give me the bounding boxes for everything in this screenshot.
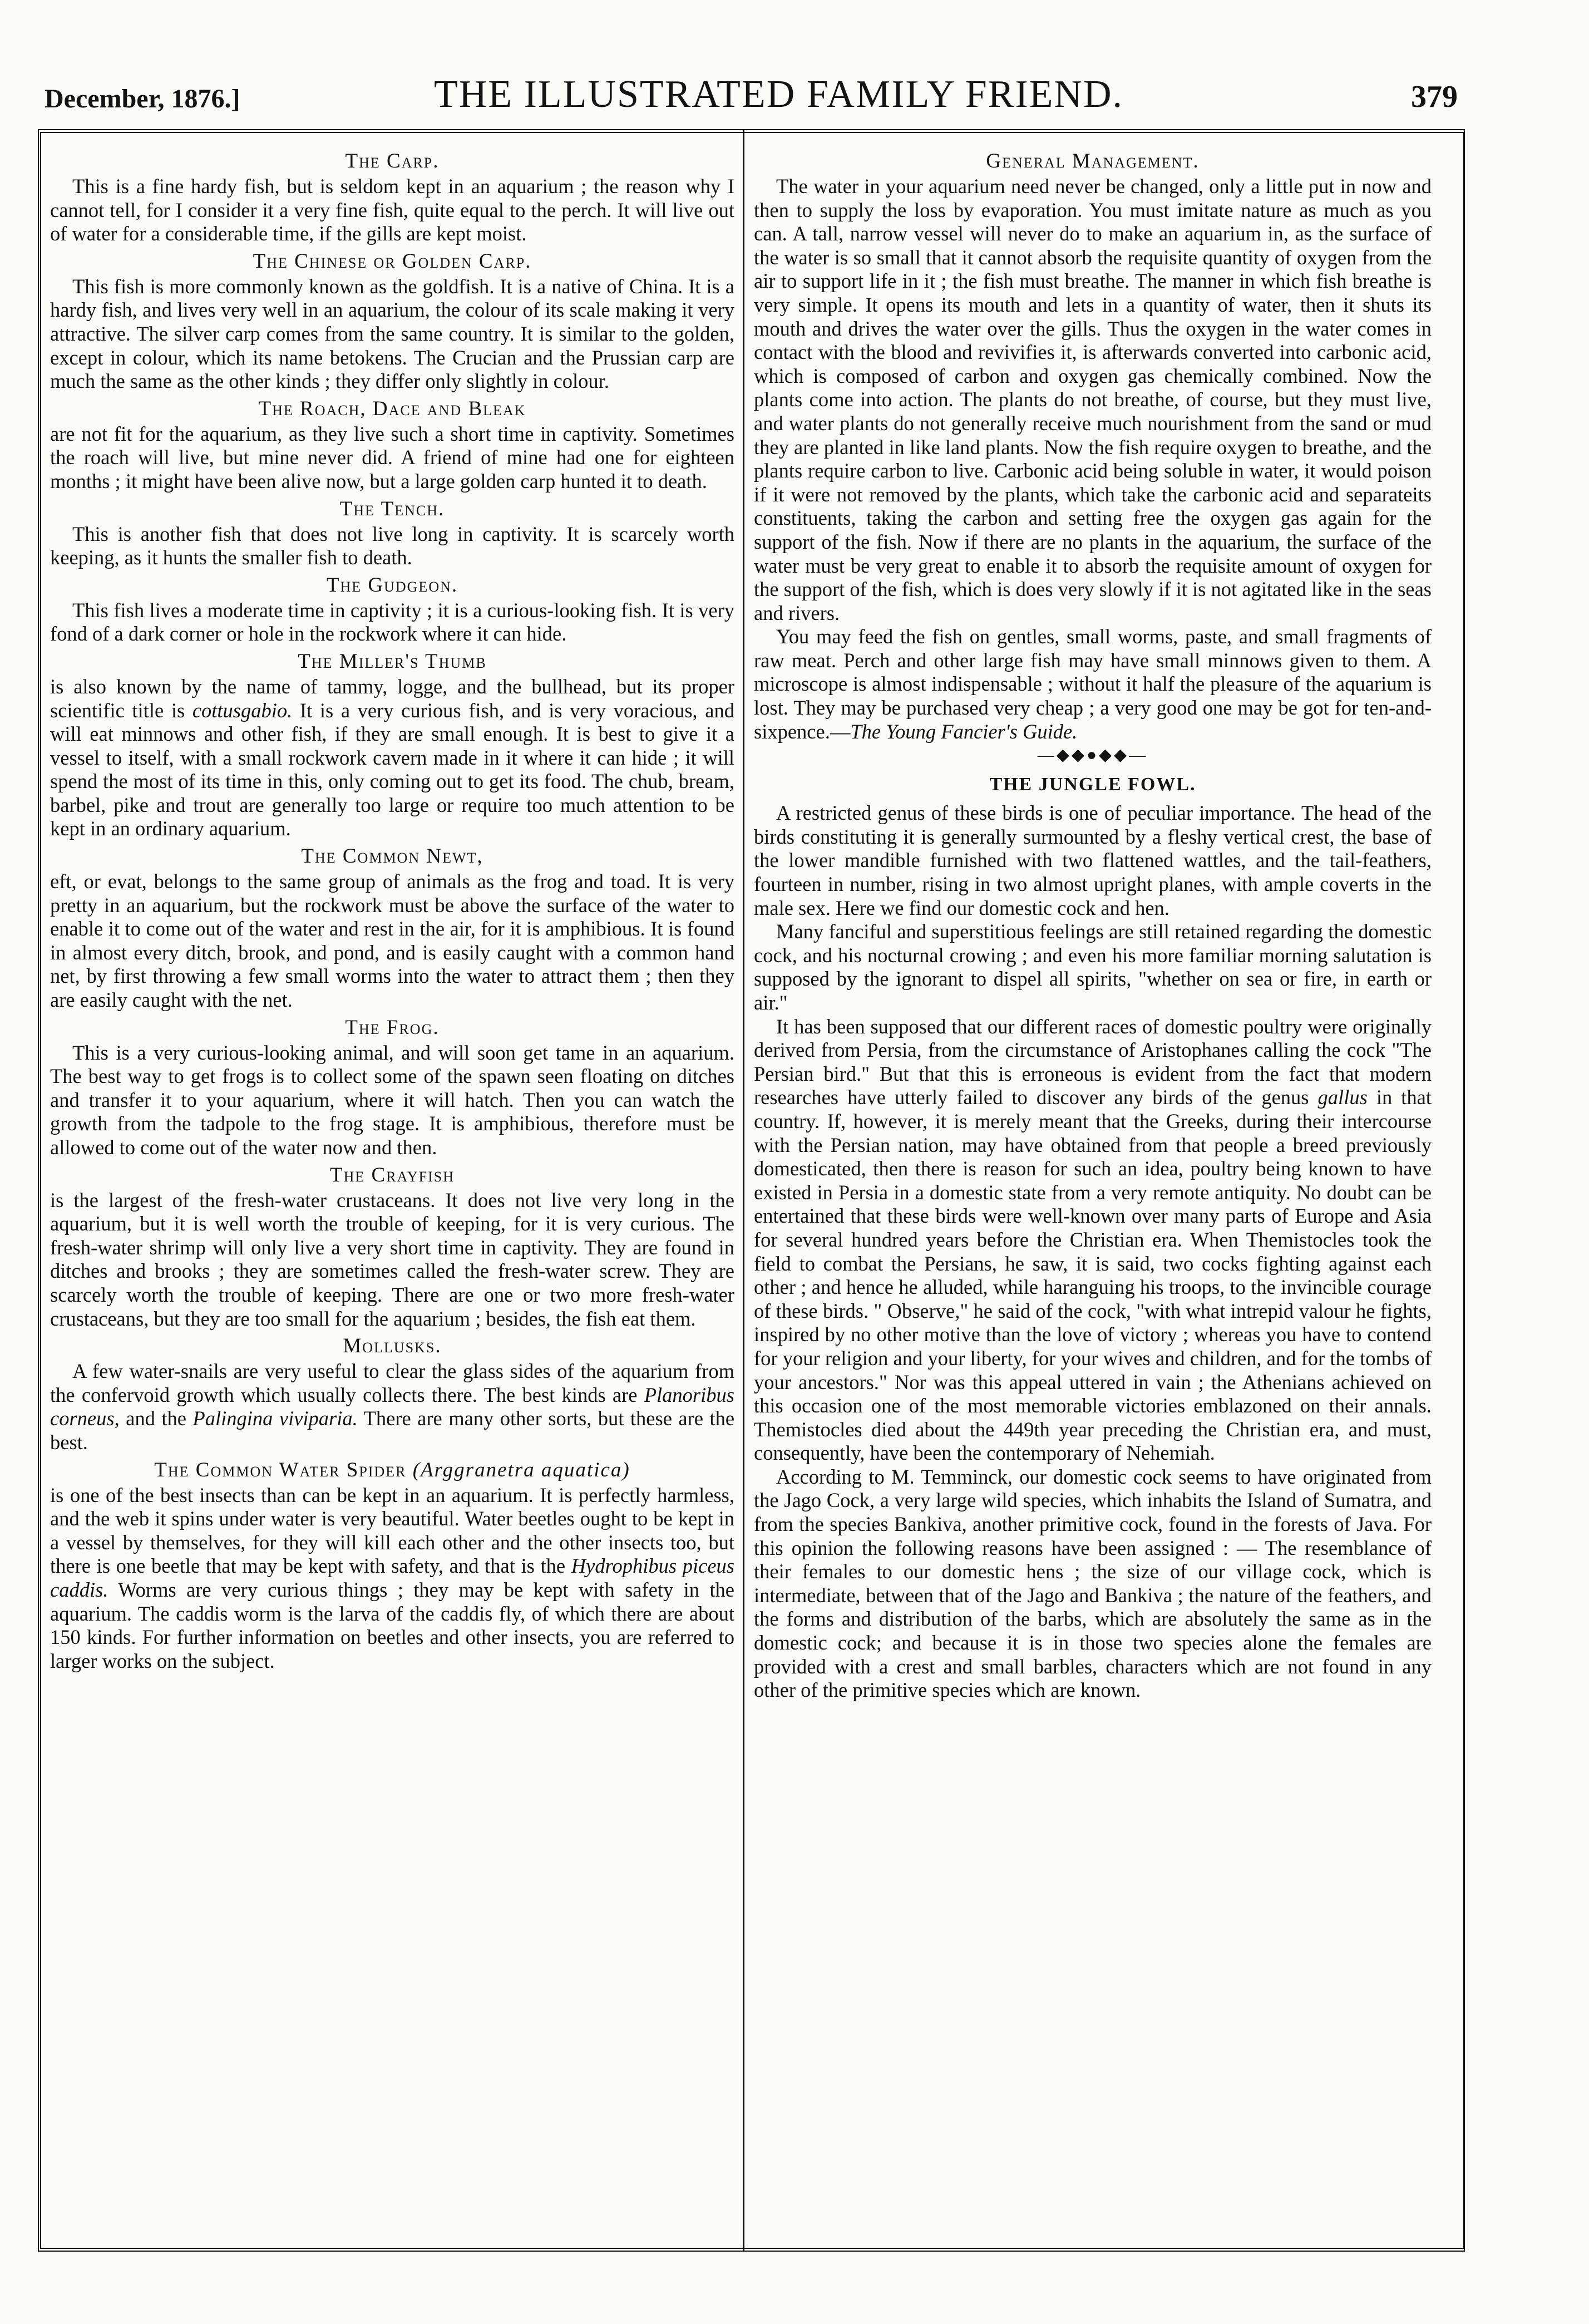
text-run: You may feed the fish on gentles, small worms, paste, and small fragments of raw meat. Perch and other large fish may have small minnows given to them. A microscope is almost indispensable ; without it half the pleasure of the aquarium is lost. They may be purchased very cheap ; a very good one may be got for ten-and-sixpence.— (754, 625, 1432, 743)
page-header (45, 65, 1458, 120)
paragraph-carp: This is a fine hardy fish, but is seldom kept in an aquarium ; the reason why I cannot tell, for I consider it a very fine fish, quite equal to the perch. It will live out of water for a considerable time, if the gills are kept moist. (50, 175, 734, 245)
paragraph-jungle-fowl-3 (754, 1015, 1432, 1465)
scientific-name: gallus (1317, 1086, 1368, 1109)
source-citation: The Young Fancier's Guide. (850, 720, 1078, 743)
section-heading-mollusks: Mollusks. (343, 1335, 442, 1358)
section-heading-tench: The Tench. (339, 497, 445, 520)
article-title-jungle-fowl: THE JUNGLE FOWL. (989, 774, 1196, 795)
paragraph-mollusks (50, 1360, 734, 1454)
section-heading-golden-carp: The Chinese or Golden Carp. (253, 249, 532, 273)
scientific-name: cottusgabio. (192, 698, 293, 722)
paragraph-jungle-fowl-1: A restricted genus of these birds is one of peculiar importance. The head of the birds constituting it is generally surmounted by a fleshy vertical crest, the base of the lower mandible furnished with two flattened wattles, and the tail-feathers, fourteen in number, rising in two almost upright planes, with ample coverts in the male sex. Here we find our domestic cock and hen. (754, 801, 1432, 919)
section-heading-crayfish: The Crayfish (329, 1163, 455, 1186)
left-column (50, 146, 734, 1673)
paragraph-tench: This is another fish that does not live long in captivity. It is scarcely worth keeping, as it hunts the smaller fish to death. (50, 522, 734, 569)
column-divider (743, 129, 744, 2251)
section-heading-newt: The Common Newt, (301, 845, 483, 868)
paragraph-millers-thumb (50, 675, 734, 841)
section-heading-frog: The Frog. (345, 1016, 440, 1039)
section-heading-gudgeon: The Gudgeon. (326, 573, 458, 597)
paragraph-newt: eft, or evat, belongs to the same group of animals as the frog and toad. It is very pretty in an aquarium, but the rockwork must be above the surface of the water to enable it to come out of the water and rest in the air, for it is amphibious. It is found in almost every ditch, brook, and pond, and is easily caught with a common hand net, by first throwing a few small worms into the water to attract them ; then they are easily caught with the net. (50, 870, 734, 1012)
text-run: is also known by the name of tammy, logge, and the bullhead, but its proper scientific title is (50, 674, 734, 722)
scientific-name: Planoribus corneus, (50, 1383, 734, 1430)
paragraph-management-2 (754, 625, 1432, 744)
paragraph-golden-carp: This fish is more commonly known as the goldfish. It is a native of China. It is a hardy fish, and lives very well in an aquarium, the colour of its scale making it very attractive. The silver carp comes from the same country. It is similar to the golden, except in colour, which its name betokens. The Crucian and the Prussian carp are much the same as the other kinds ; they differ only slightly in colour. (50, 274, 734, 393)
paragraph-water-spider (50, 1484, 734, 1673)
section-heading-roach: The Roach, Dace and Bleak (258, 397, 526, 420)
text-run: It is a very curious fish, and is very voracious, and will eat minnows and other fish, if they are small enough. It is best to give it a vessel to itself, with a small rockwork cavern made in it where it can hide ; it will spend the most of its time in this, only coming out to get its food. The chub, bream, barbel, pike and trout are generally too large or require too much attention to be kept in an ordinary aquarium. (50, 698, 734, 840)
paragraph-jungle-fowl-2: Many fanciful and superstitious feelings are still retained regarding the domestic cock, and his nocturnal crowing ; and even his more familiar morning salutation is supposed by the ignorant to dispel all spirits, "whether on sea or fire, in earth or air." (754, 920, 1432, 1014)
scientific-name: Palingina viviparia. (193, 1407, 358, 1430)
text-run: Worms are very curious things ; they may be kept with safety in the aquarium. The caddis worm is the larva of the caddis fly, of which there are about 150 kinds. For further information on beetles and other insects, you are referred to larger works on the subject. (50, 1578, 734, 1672)
text-run: It has been supposed that our different races of domestic poultry were originally derived from Persia, from the circumstance of Aristophanes calling the cock "The Persian bird." But that this is erroneous is evident from the fact that modern researches have utterly failed to discover any birds of the genus (754, 1015, 1432, 1109)
text-run: in that country. If, however, it is merely meant that the Greeks, during their intercourse with the Persian nation, may have obtained from that people a breed previously domesticated, then there is reason for such an idea, poultry being known to have existed in Persia in a domestic state from a very remote antiquity. No doubt can be entertained that these birds were well-known over many parts of Europe and Asia for several hundred years before the Christian era. When Themistocles took the field to combat the Persians, he saw, it is said, two cocks fighting against each other ; and hence he alluded, while haranguing his troops, to the invincible courage of these birds. " Observe," he said of the cock, "with what intrepid valour he fights, inspired by no other motive than the love of victory ; whereas you have to contend for your religion and your liberty, for your wives and children, and for the tombs of your ancestors." Nor was this appeal uttered in vain ; the Athenians achieved on this occasion one of the most memorable victories emblazoned on their annals. Themistocles died about the 449th year preceding the Christian era, and must, consequently, have been the contemporary of Nehemiah. (754, 1086, 1432, 1465)
right-column (754, 146, 1432, 1702)
scientific-name: Hydrophibus piceus caddis. (50, 1554, 734, 1601)
heading-text: The Common Water Spider (154, 1458, 407, 1481)
paragraph-frog: This is a very curious-looking animal, and will soon get tame in an aquarium. The best way to get frogs is to collect some of the spawn seen floating on ditches and transfer it to your aquarium, where it will hatch. Then you can watch the growth from the tadpole to the frog stage. It is amphibious, therefore must be allowed to come out of the water now and then. (50, 1041, 734, 1159)
paragraph-roach: are not fit for the aquarium, as they live such a short time in captivity. Sometimes the roach will live, but mine never did. A friend of mine had one for eighteen months ; it might have been alive now, but a large golden carp hunted it to death. (50, 422, 734, 493)
section-heading-carp: The Carp. (345, 150, 440, 173)
page-number: 379 (1411, 80, 1458, 114)
paragraph-jungle-fowl-4: According to M. Temminck, our domestic cock seems to have originated from the Jago Cock, a very large wild species, which inhabits the Island of Sumatra, and from the species Bankiva, another primitive cock, found in the forests of Java. For this opinion the following reasons have been assigned : — The resemblance of their females to our domestic hens ; the size of our village cock, which is intermediate, between that of the Jago and Bankiva ; the nature of the feathers, and the forms and distribution of the barbs, which are absolutely the same as in the domestic cock; and because it is in those two species alone the females are provided with a crest and small barbles, characters which are not found in any other of the primitive species which are known. (754, 1465, 1432, 1702)
section-heading-general-management: General Management. (986, 150, 1200, 173)
paragraph-gudgeon: This fish lives a moderate time in captivity ; it is a curious-looking fish. It is very fond of a dark corner or hole in the rockwork where it can hide. (50, 598, 734, 646)
paragraph-management-1: The water in your aquarium need never be changed, only a little put in now and then to supply the loss by evaporation. You must imitate nature as much as you can. A tall, narrow vessel will never do to make an aquarium in, as the surface of the water is so small that it cannot absorb the requisite quantity of oxygen from the air to support life in it ; the fish must breathe. The manner in which fish breathe is very simple. It opens its mouth and lets in a quantity of water, then it shuts its mouth and drives the water over the gills. Thus the oxygen in the water comes in contact with the blood and revivifies it, is afterwards converted into carbonic acid, which is composed of carbon and oxygen gas chemically combined. Now the plants come into action. The plants do not breathe, of course, but they must live, and water plants do not generally receive much nourishment from the sand or mud they are planted in like land plants. Now the fish require oxygen to breathe, and the plants require carbon to live. Carbonic acid being soluble in water, it would poison if it were not removed by the plants, which take the carbonic acid and separateits constituents, taking the carbon and setting free the oxygen gas again for the support of the fish. Now if there are no plants in the aquarium, the surface of the water must be very great to enable it to absorb the requisite amount of oxygen for the support of the fish, which is does very slowly if it is not agitated like in the seas and rivers. (754, 175, 1432, 624)
section-heading-water-spider (50, 1459, 734, 1481)
publication-title: THE ILLUSTRATED FAMILY FRIEND. (434, 73, 1124, 116)
section-ornament: —◆◆●◆◆— (1037, 746, 1148, 765)
text-run: and the (119, 1407, 193, 1430)
section-heading-millers-thumb: The Miller's Thumb (298, 649, 487, 673)
text-run: A few water-snails are very useful to clear the glass sides of the aquarium from the confervoid growth which usually collects there. The best kinds are (50, 1360, 734, 1406)
issue-date: December, 1876.] (45, 84, 240, 114)
paragraph-crayfish: is the largest of the fresh-water crustaceans. It does not live very long in the aquarium, but it is well worth the trouble of keeping, for it is very curious. The fresh-water shrimp will only live a very short time in captivity. They are found in ditches and brooks ; they are sometimes called the fresh-water screw. They are scarcely worth the trouble of keeping. There are one or two more fresh-water crustaceans, but they are too small for the aquarium ; besides, the fish eat them. (50, 1188, 734, 1330)
text-run: is one of the best insects than can be kept in an aquarium. It is perfectly harmless, and the web it spins under water is very beautiful. Water beetles ought to be kept in a vessel by themselves, for they will kill each other and the other insects too, but there is one beetle that may be kept with safety, and that is the (50, 1483, 734, 1578)
scientific-name: (Arggranetra aquatica) (412, 1458, 630, 1481)
text-run: There are many other sorts, but these are the best. (50, 1407, 735, 1454)
